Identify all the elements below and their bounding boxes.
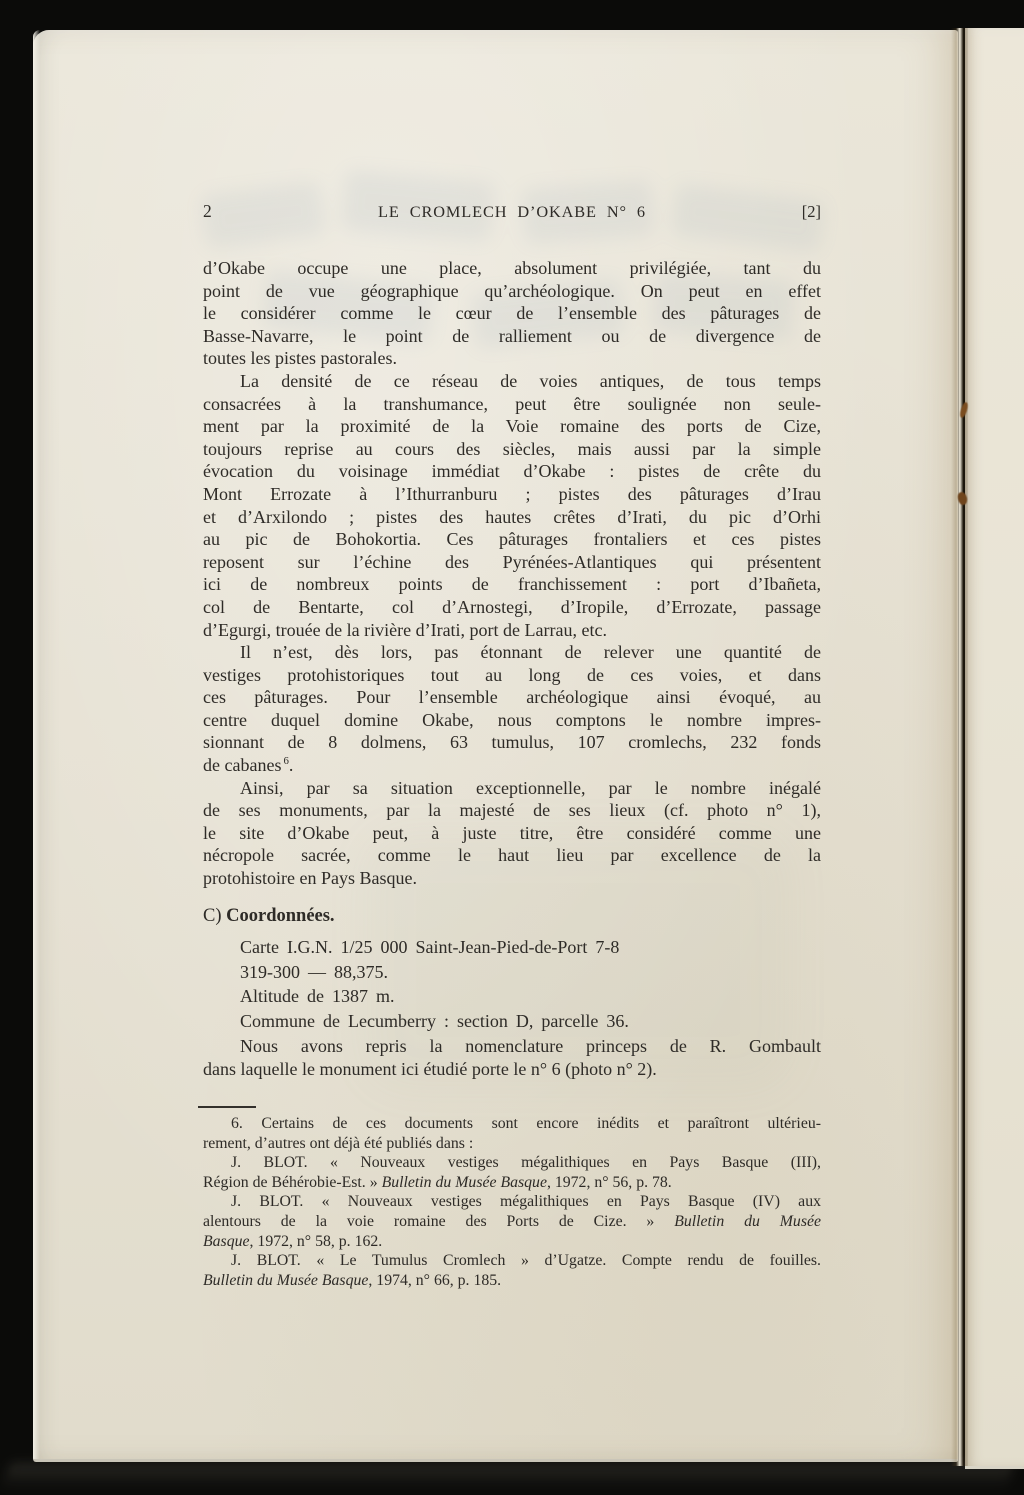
section-heading: C) Coordonnées. [203,906,335,926]
footnote: J. BLOT. « Nouveaux vestiges mégalithiques en Pays Basque (III), Région de Béhérobie-Est. » Bulletin du Musée Basque, 1972, n° 56, p. 78. [203,1154,821,1191]
facing-page-edge [965,28,1024,1469]
page-number-bracketed: [2] [801,202,821,221]
footnote: J. BLOT. « Nouveaux vestiges mégalithiques en Pays Basque (IV) aux alentours de la voie romaine des Ports de Cize. » Bulletin du Musée Basque, 1972, n° 58, p. 162. [203,1193,821,1250]
page-number-left: 2 [203,201,212,221]
book-page [33,30,958,1462]
footnotes [203,1114,821,1290]
body-paragraph: d’Okabe occupe une place, absolument privilégiée, tant du point de vue géographique qu’archéologique. On peut en effet le considérer comme le cœur de l’ensemble des pâturages de Basse-Navarre, le point de ralliement ou de divergence de toutes les pistes pastorales. [203,258,821,369]
body-paragraph: Il n’est, dès lors, pas étonnant de relever une quantité de vestiges protohistoriques tout au long de ces voies, et dans ces pâturages. Pour l’ensemble archéologique ainsi évoqué, au centre duquel domine Okabe, nous comptons le nombre impres- sionnant de 8 dolmens, 63 tumulus, 107 cromlechs, 232 fonds de cabanes $^6$. [203,642,821,776]
coordinates-list [203,935,821,1033]
footnote-divider [198,1106,256,1108]
page-shadow [2,1463,1014,1489]
book-gutter-fold [951,28,968,1466]
footnote: J. BLOT. « Le Tumulus Cromlech » d’Ugatze. Compte rendu de fouilles. Bulletin du Musée Basque, 1974, n° 66, p. 185. [203,1252,821,1289]
body-text [203,257,821,890]
running-head [203,201,821,222]
body-paragraph: Ainsi, par sa situation exceptionnelle, par le nombre inégalé de ses monuments, par la majesté de ses lieux (cf. photo n° 1), le site d’Okabe peut, à juste titre, être considéré comme une nécropole sacrée, comme le haut lieu par excellence de la protohistoire en Pays Basque. [203,777,821,889]
closing-paragraph: Nous avons repris la nomenclature princeps de R. Gombault dans laquelle le monument ici étudié porte le n° 6 (photo n° 2). [203,1036,821,1079]
running-title: LE CROMLECH D’OKABE N° 6 [378,202,646,221]
coordinate-lines: Carte I.G.N. 1/25 000 Saint-Jean-Pied-de-Port 7-8 319-300 — 88,375. Altitude de 1387 m. Commune de Lecumberry : section D, parcelle 36. [240,937,629,1031]
footnote: 6. Certains de ces documents sont encore inédits et paraîtront ultérieu- rement, d’autres ont déjà été publiés dans : [203,1115,821,1152]
body-paragraph: La densité de ce réseau de voies antiques, de tous temps consacrées à la transhumance, peut être soulignée non seule- ment par la proximité de la Voie romaine des ports de Cize, toujours reprise au cours des siècles, mais aussi par la simple évocation du voisinage immédiat d’Okabe : pistes de crête du Mont Errozate à l’Ithurranburu ; pistes des pâturages d’Irau et d’Arxilondo ; pistes des hautes crêtes d’Irati, du pic d’Orhi au pic de Bohokortia. Ces pâturages frontaliers et ces pistes reposent sur l’échine des Pyrénées-Atlantiques qui présentent ici de nombreux points de franchissement : port d’Ibañeta, col de Bentarte, col d’Arnostegi, d’Iropile, d’Errozate, passage d’Egurgi, trouée de la rivière d’Irati, port de Larrau, etc. [203,370,821,640]
